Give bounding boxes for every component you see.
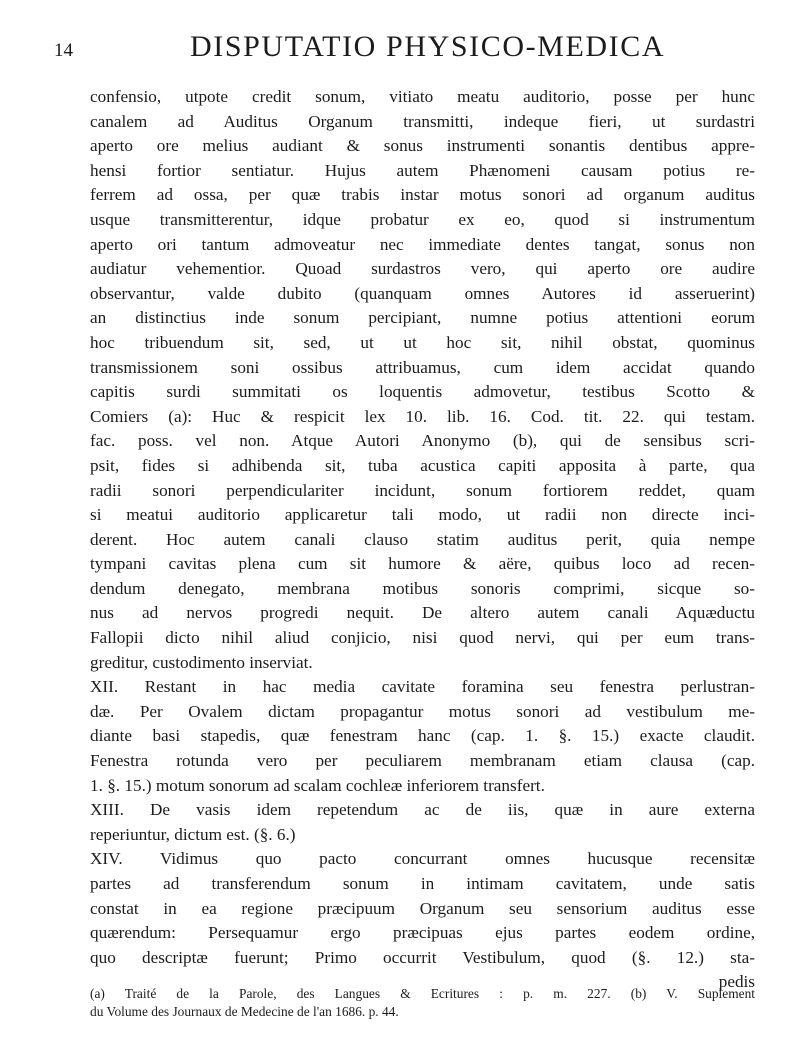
text-line: XIII. De vasis idem repetendum ac de iis, quæ in aure externa <box>90 800 755 820</box>
text-line: capitis surdi summitati os loquentis admovetur, testibus Scotto & <box>90 382 755 402</box>
text-line: aperto ori tantum admoveatur nec immediate dentes tangat, sonus non <box>90 234 755 254</box>
text-line: quærendum: Persequamur ergo præcipuas ejus partes eodem ordine, <box>90 923 755 943</box>
text-line: psit, fides si adhibenda sit, tuba acustica capiti apposita à parte, qua <box>90 455 755 475</box>
text-line: reperiuntur, dictum est. (§. 6.) <box>90 824 296 844</box>
text-line: Fallopii dicto nihil aliud conjicio, nisi quod nervi, qui per eum trans- <box>90 628 755 648</box>
text-line: partes ad transferendum sonum in intimam cavitatem, unde satis <box>90 874 755 893</box>
footnote-line: du Volume des Journaux de Medecine de l'an 1686. p. 44. <box>90 1003 399 1019</box>
text-line: XII. Restant in hac media cavitate foramina seu fenestra perlustran- <box>90 677 755 697</box>
text-line: confensio, utpote credit sonum, vitiato meatu auditorio, posse per hunc <box>90 87 755 106</box>
text-line: observantur, valde dubito (quanquam omnes Autores id asseruerint) <box>90 283 755 303</box>
text-line: constat in ea regione præcipuum Organum seu sensorium auditus esse <box>90 898 755 918</box>
text-line: XIV. Vidimus quo pacto concurrant omnes hucusque recensitæ <box>90 849 755 869</box>
text-line: dendum denegato, membrana motibus sonoris comprimi, sicque so- <box>90 578 755 598</box>
body-text <box>90 85 755 995</box>
text-line: hoc tribuendum sit, sed, ut ut hoc sit, nihil obstat, quominus <box>90 332 755 352</box>
text-line: usque transmitterentur, idque probatur ex eo, quod si instrumentum <box>90 209 755 229</box>
text-line: aperto ore melius audiant & sonus instrumenti sonantis dentibus appre- <box>90 136 755 156</box>
text-line: canalem ad Auditus Organum transmitti, indeque fieri, ut surdastri <box>90 111 755 131</box>
text-line: fac. poss. vel non. Atque Autori Anonymo (b), qui de sensibus scri- <box>90 431 755 451</box>
running-head: DISPUTATIO PHYSICO-MEDICA <box>190 30 666 63</box>
text-line: dæ. Per Ovalem dictam propagantur motus sonori ad vestibulum me- <box>90 701 755 721</box>
text-line: audiatur vehementior. Quoad surdastros vero, qui aperto ore audire <box>90 259 755 279</box>
text-line: tympani cavitas plena cum sit humore & aëre, quibus loco ad recen- <box>90 554 755 574</box>
text-line: transmissionem soni ossibus attribuamus, cum idem accidat quando <box>90 357 755 377</box>
text-line: radii sonori perpendiculariter incidunt, sonum fortiorem reddet, quam <box>90 480 755 500</box>
text-line: nus ad nervos progredi nequit. De altero autem canali Aquæductu <box>90 603 755 623</box>
text-line: greditur, custodimento inserviat. <box>90 652 313 672</box>
page-header <box>40 30 760 70</box>
text-line: 1. §. 15.) motum sonorum ad scalam cochleæ inferiorem transfert. <box>90 775 545 795</box>
text-line: derent. Hoc autem canali clauso statim auditus perit, quia nempe <box>90 529 755 549</box>
footnote-line: (a) Traité de la Parole, des Langues & Ecritures : p. m. 227. (b) V. Suplement <box>90 986 755 1001</box>
text-line: an distinctius inde sonum percipiant, numne potius attentioni eorum <box>90 308 755 328</box>
text-line: diante basi stapedis, quæ fenestram hanc (cap. 1. §. 15.) exacte claudit. <box>90 726 755 746</box>
text-line: si meatui auditorio applicaretur tali modo, ut radii non directe inci- <box>90 505 755 525</box>
text-line: Comiers (a): Huc & respicit lex 10. lib. 16. Cod. tit. 22. qui testam. <box>90 406 755 426</box>
text-line: Fenestra rotunda vero per peculiarem membranam etiam clausa (cap. <box>90 751 755 771</box>
text-line: hensi fortior sentiatur. Hujus autem Phænomeni causam potius re- <box>90 160 755 180</box>
catchword: pedis <box>718 972 755 992</box>
text-line: quo descriptæ fuerunt; Primo occurrit Vestibulum, quod (§. 12.) sta- <box>90 947 755 967</box>
page-number: 14 <box>54 40 73 61</box>
footnotes <box>90 985 755 1020</box>
text-line: ferrem ad ossa, per quæ trabis instar motus sonori ad organum auditus <box>90 185 755 205</box>
